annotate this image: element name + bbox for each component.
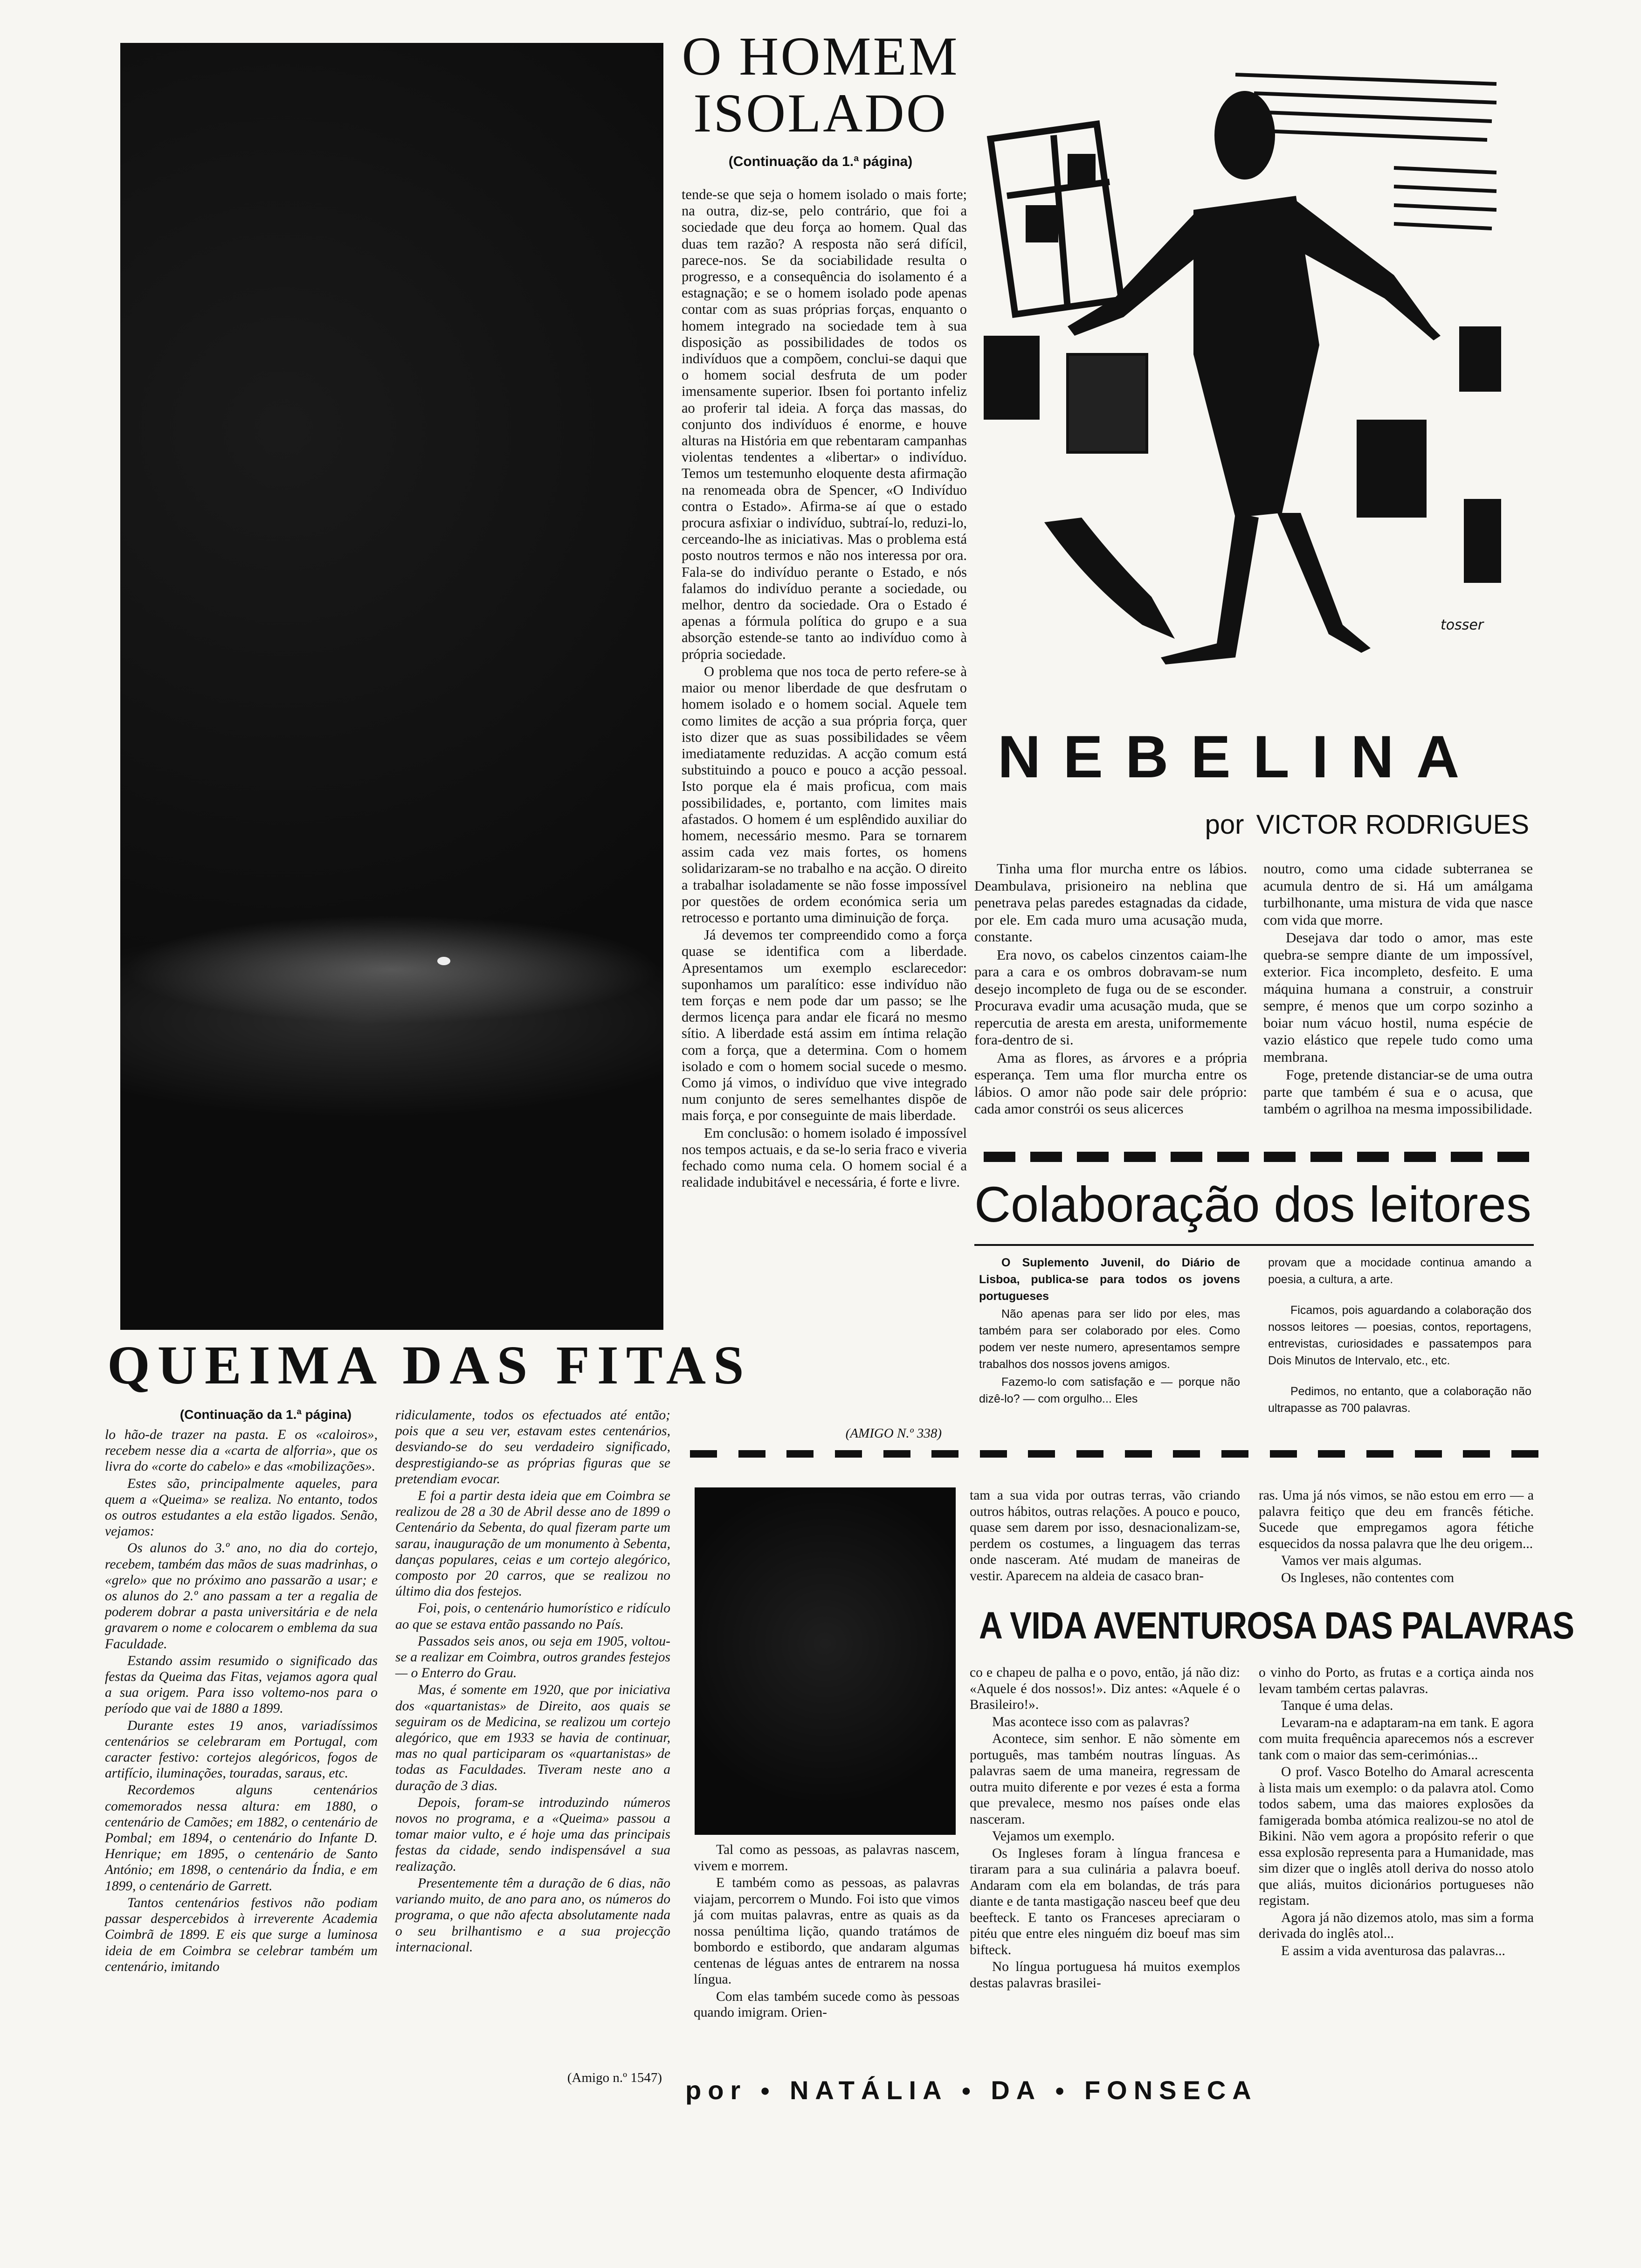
dash-mark	[1404, 1152, 1436, 1162]
nebelina-col2	[1263, 860, 1533, 1118]
queima-credit: (Amigo n.º 1547)	[567, 2070, 662, 2085]
nebelina-title: NEBELINA	[998, 724, 1482, 790]
dash-mark	[1173, 1450, 1200, 1458]
dash-mark	[984, 1152, 1015, 1162]
queima-paragraph: E foi a partir desta ideia que em Coimbra se realizou de 28 a 30 de Abril desse ano de 1899 o Centenário da Sebenta, do qual fizeram parte um sarau, inauguração de um monumento à Sebenta, danças populares, ceias e um cortejo alegórico, composto por 20 carros, que se realizou no último dia dos festejos.	[395, 1488, 670, 1599]
nebelina-illustration	[974, 56, 1534, 699]
dash-mark	[931, 1450, 958, 1458]
dash-mark	[1171, 1152, 1202, 1162]
dash-mark	[1357, 1152, 1389, 1162]
palavras-byline	[685, 2075, 1538, 2105]
dash-mark	[1221, 1450, 1248, 1458]
palavras-paragraph: tam a sua vida por outras terras, vão criando outros hábitos, outras relações. A pouco e pouco, quase sem darem por isso, desnacionalizam-se, perdem os costumes, a linguagem das terras onde nasceram. Até mudam de maneiras de vestir. Aparecem na aldeia de casaco bran-	[970, 1488, 1240, 1583]
nebelina-paragraph: Era novo, os cabelos cinzentos caiam-lhe para a cara e os ombros dobravam-se num desejo incompleto de fuga ou de se esconder. Procurava evadir uma acusação muda, que se repercutia de aresta em aresta, uniformemente fora-dentro de si.	[974, 946, 1247, 1048]
dash-mark	[738, 1450, 765, 1458]
artist-signature: tosser	[1441, 617, 1484, 633]
dash-mark	[1264, 1152, 1296, 1162]
nebelina-col1	[974, 860, 1247, 1118]
homem-title-line2: ISOLADO	[693, 83, 948, 144]
homem-body	[682, 187, 967, 1190]
dash-mark	[1415, 1450, 1442, 1458]
colaboracao-paragraph: Ficamos, pois aguardando a colaboração dos nossos leitores — poesias, contos, reportagens, entrevistas, curiosidades e passatempos para Dois Minutos de Intervalo, etc., etc.	[1268, 1304, 1531, 1367]
palavras-paragraph: co e chapeu de palha e o povo, então, já não diz: «Aquele é dos nossos!». Diz antes: «Aquele é o Brasileiro!».	[970, 1665, 1240, 1712]
queima-paragraph: lo hão-de trazer na pasta. E os «caloiros», recebem nesse dia a «carta de alforria», que os livra do «corte do cabelo» e das «mobilizações».	[105, 1427, 378, 1474]
colaboracao-paragraph: provam que a mocidade continua amando a poesia, a cultura, a arte.	[1268, 1256, 1531, 1286]
dash-mark	[1270, 1450, 1297, 1458]
palavras-paragraph: Acontece, sim senhor. E não sòmente em português, mas também noutras línguas. As palavras saem de uma maneira, regressam de outra muito diferente e por vezes é esta a forma que prevalece, mesmo nos países onde elas nasceram.	[970, 1731, 1240, 1827]
palavras-paragraph: Agora já não dizemos atolo, mas sim a forma derivada do inglês atol...	[1259, 1910, 1534, 1941]
homem-paragraph: tende-se que seja o homem isolado o mais forte; na outra, diz-se, pelo contrário, que foi a sociedade que deu força ao homem. Qual das duas tem razão? A resposta não será difícil, parece-nos. Se da sociabilidade resulta o progresso, e a consequência do isolamento é a estagnação; e se o homem isolado pode apenas contar com as suas próprias forças, enquanto o homem integrado na sociedade tem à sua disposição as possibilidades de todos os indivíduos que a compõem, conclui-se daqui que o homem social desfruta de um poder imensamente superior. Ibsen foi portanto infeliz ao proferir tal ideia. A força das massas, do conjunto dos indivíduos é enorme, e houve alturas na História em que rebentaram campanhas violentas tendentes a «libertar» o indivíduo. Temos um testemunho eloquente desta afirmação na renomeada obra de Spencer, «O Indivíduo contra o Estado». Afirma-se aí que o estado procura asfixiar o indivíduo, subtraí-lo, reduzi-lo, cerceando-lhe as iniciativas. Mas o problema está posto noutros termos e não nos interessa por ora. Fala-se do indivíduo perante o Estado, e nós falamos do indivíduo perante a sociedade, ou melhor, dentro da sociedade. Ora o Estado é apenas a fórmula política do grupo e a sua absorção estende-se tanto ao indivíduo como à própria sociedade.	[682, 187, 967, 662]
dash-mark	[1318, 1450, 1345, 1458]
colaboracao-paragraph: Não apenas para ser lido por eles, mas também para ser colaborado por eles. Como podem ver neste numero, apresentamos sempre trabalhos dos nossos jovens amigos.	[979, 1307, 1240, 1371]
homem-title-line1: O HOMEM	[682, 26, 959, 87]
queima-paragraph: Estes são, principalmente aqueles, para quem a «Queima» se realiza. No entanto, todos os outros estudantes a ela estão ligados. Senão, vejamos:	[105, 1476, 378, 1539]
homem-continuation: (Continuação da 1.ª página)	[728, 154, 913, 169]
dark-block	[1459, 326, 1501, 392]
colaboracao-paragraph: Fazemo-lo com satisfação e — porque não dizê-lo? — com orgulho... Eles	[979, 1376, 1240, 1405]
man-arm-right	[1296, 201, 1441, 340]
dash-mark	[1451, 1152, 1482, 1162]
separator-colaboracao	[690, 1450, 1538, 1458]
queima-col1	[105, 1427, 378, 1975]
colaboracao-col2	[1268, 1254, 1531, 1417]
dark-block	[1357, 420, 1427, 518]
window-pane	[1068, 154, 1096, 187]
palavras-paragraph: Com elas também sucede como às pessoas quando imigram. Orien-	[694, 1989, 959, 2020]
byline-da: DA	[991, 2075, 1042, 2105]
dash-mark	[835, 1450, 862, 1458]
palavras-title: A VIDA AVENTUROSA DAS PALAVRAS	[979, 1604, 1574, 1647]
nebelina-paragraph: noutro, como uma cidade subterranea se acumula dentro de si. Há um amálgama turbilhonante, uma mistura de vida que nasce com vida que morre.	[1263, 860, 1533, 928]
colaboracao-paragraph: O Suplemento Juvenil, do Diário de Lisboa, publica-se para todos os jovens portugueses	[979, 1256, 1240, 1303]
palavras-paragraph: Os Ingleses, não contentes com	[1281, 1570, 1455, 1585]
byline-por: por	[685, 2075, 747, 2105]
palavras-paragraph: Mas acontece isso com as palavras?	[992, 1714, 1190, 1729]
queima-paragraph: Presentemente têm a duração de 6 dias, não variando muito, de ano para ano, os números do programa, o que não afecta absolutamente nada o seu brilhantismo e a sua projecção internacional.	[395, 1875, 670, 1955]
palavras-paragraph: ras. Uma já nós vimos, se não estou em erro — a palavra feitiço que deu em francês fétiche. Sucede que empregamos agora fétiche esquecidos da nossa palavra que lhe deu origem...	[1259, 1488, 1534, 1551]
queima-paragraph: Tantos centenários festivos não podiam passar despercebidos à irreverente Academia Coimbrã de 1899. E eis que surge a luminosa ideia de em Coimbra se celebrar também um centenário, imitando	[105, 1895, 378, 1974]
nebelina-paragraph: Desejava dar todo o amor, mas este quebra-se sempre diante de um impossível, exterior. Fica incompleto, desfeito. E uma máquina humana a construir, a construir sempre, é menos que um corpo sozinho a boiar num vácuo hostil, numa espécie de vazio elástico que repele tudo como uma membrana.	[1263, 929, 1533, 1065]
bullet-icon: ●	[1055, 2080, 1071, 2100]
dash-mark	[1310, 1152, 1342, 1162]
man-arm-left	[1068, 214, 1203, 336]
palavras-col1	[694, 1842, 959, 2021]
queima-paragraph: Recordemos alguns centenários comemorados nessa altura: em 1880, o centenário de Camões; em 1882, o centenário de Pombal; em 1894, o centenário do Infante D. Henrique; em 1895, o centenário de Santo António; em 1898, o centenário da Índia, e em 1899, o centenário de Garrett.	[105, 1783, 378, 1894]
dash-mark	[1077, 1152, 1109, 1162]
queima-paragraph: Estando assim resumido o significado das festas da Queima das Fitas, vejamos agora qual a sua origem. Para isso voltemo-nos para o período que vai de 1880 a 1899.	[105, 1653, 378, 1716]
palavras-paragraph: Tanque é uma delas.	[1281, 1698, 1393, 1713]
queima-paragraph: Durante estes 19 anos, variadíssimos centenários se celebraram em Portugal, com caracter festivo: cortejos alegóricos, fogos de artifício, iluminações, touradas, saraus, etc.	[105, 1718, 378, 1781]
queima-title: QUEIMA DAS FITAS	[107, 1335, 752, 1396]
queima-paragraph: Mas, é somente em 1920, que por iniciativa dos «quartanistas» de Direito, aos quais se seguiram os de Medicina, se realizou um cortejo alegórico, que em 1933 se havia de continuar, mas no qual participaram os «quartanistas» de todas as Faculdades. Tiveram neste ano a duração de 3 dias.	[395, 1682, 670, 1793]
queima-paragraph: ridiculamente, todos os efectuados até então; pois que a seu ver, estavam estes centenários, desviando-se do seu verdadeiro significado, desprestigiando-se as próprias figuras que se pretendiam evocar.	[395, 1408, 670, 1487]
homem-paragraph: Em conclusão: o homem isolado é impossível nos tempos actuais, e da se-lo seria fraco e viveria fechado como numa cela. O homem social é a realidade indubitável e necessária, é forte e livre.	[682, 1125, 967, 1190]
colaboracao-paragraph: Pedimos, no entanto, que a colaboração não ultrapasse as 700 palavras.	[1268, 1385, 1531, 1415]
man-leg-right	[1277, 513, 1371, 653]
palavras-paragraph: o vinho do Porto, as frutas e a cortiça ainda nos levam também certas palavras.	[1259, 1665, 1534, 1696]
nebelina-paragraph: Ama as flores, as árvores e a própria esperança. Tem uma flor murcha entre os lábios. O amor não pode sair dele próprio: cada amor constrói os seus alicerces	[974, 1049, 1247, 1117]
dash-mark	[1030, 1152, 1062, 1162]
dash-mark	[1511, 1450, 1538, 1458]
nebelina-byline-por: por	[1205, 809, 1244, 840]
palavras-paragraph: Os Ingleses foram à língua francesa e tiraram para a sua culinária a palavra boeuf. Andaram com ela em bolandas, de trás para diante e de tanta mastigação nasceu beef que deu beefteck. E tanto os Franceses apreciaram o pitéu que entre eles ninguém diz boeuf mas sim bifteck.	[970, 1846, 1240, 1957]
dash-mark	[883, 1450, 910, 1458]
palavras-col2-bottom	[970, 1665, 1240, 1991]
man-shadow	[1044, 518, 1175, 639]
palavras-col3-bottom	[1259, 1665, 1534, 1959]
dash-mark	[1497, 1152, 1529, 1162]
palavras-paragraph: E assim a vida aventurosa das palavras...	[1281, 1943, 1505, 1958]
separator-nebelina	[984, 1152, 1529, 1162]
queima-paragraph: Foi, pois, o centenário humorístico e ridículo ao que se estava então passando no País.	[395, 1601, 670, 1632]
bullet-icon: ●	[961, 2080, 978, 2100]
queima-paragraph: Depois, foram-se introduzindo números novos no programa, e a «Queima» passou a tomar maior vulto, e é hoje uma das principais festas da cidade, sendo indispensável a sua realização.	[395, 1795, 670, 1874]
dash-mark	[1217, 1152, 1249, 1162]
dark-block	[1464, 499, 1501, 583]
palavras-paragraph: E também como as pessoas, as palavras viajam, percorrem o Mundo. Foi isto que vimos já com muitas palavras, entre as quais as da nossa penúltima lição, quando tratámos de bombordo e estibordo, que andaram algumas centenas de léguas antes de entrarem na nossa língua.	[694, 1875, 959, 1987]
dark-block	[1068, 354, 1147, 452]
bullet-icon: ●	[760, 2080, 777, 2100]
byline-surname: FONSECA	[1084, 2075, 1258, 2105]
dash-mark	[786, 1450, 814, 1458]
dash-mark	[1028, 1450, 1055, 1458]
window-pane	[1026, 205, 1058, 242]
palavras-paragraph: Levaram-na e adaptaram-na em tank. E agora com muita frequência aparecemos nós a escrever tank com o maior das sem-cerimónias...	[1259, 1715, 1534, 1763]
man-head	[1214, 91, 1275, 180]
queima-paragraph: Os alunos do 3.º ano, no dia do cortejo, recebem, também das mãos de suas madrinhas, o «grelo» que no próximo ano passarão a usar; e os alunos do 2.º ano passam a ter a regalia de poderem dobrar a pasta universitária e de nela gravarem o nome e colocarem o emblema da sua Faculdade.	[105, 1541, 378, 1652]
photo-light-spot	[437, 957, 450, 965]
palavras-paragraph: No língua portuguesa há muitos exemplos destas palavras brasilei-	[970, 1959, 1240, 1991]
colaboracao-col1	[979, 1254, 1240, 1407]
dash-mark	[1076, 1450, 1103, 1458]
nebelina-author: VICTOR RODRIGUES	[1256, 809, 1529, 840]
queima-continuation: (Continuação da 1.ª página)	[179, 1407, 352, 1422]
nebelina-paragraph: Tinha uma flor murcha entre os lábios. Deambulava, prisioneiro na neblina que penetrava pelas paredes estagnadas da cidade, por ele. Em cada muro uma acusação muda, constante.	[974, 860, 1247, 945]
queima-col2	[395, 1407, 670, 1955]
palavras-col3-top	[1259, 1487, 1534, 1586]
man-leg-left	[1161, 513, 1259, 664]
colaboracao-title: Colaboração dos leitores	[974, 1176, 1531, 1232]
dash-mark	[1125, 1450, 1152, 1458]
homem-title	[671, 28, 970, 142]
dark-block	[984, 336, 1040, 420]
homem-credit: (AMIGO N.º 338)	[845, 1426, 942, 1441]
homem-paragraph: O problema que nos toca de perto refere-se à maior ou menor liberdade de que desfrutam o homem isolado e o homem social. Aquele tem como limites de acção a sua própria força, quer isto dizer que as suas possibilidades se vêem imediatamente reduzidas. A acção comum está substituindo a pouco e pouco a acção pessoal. Isto porque ela é mais proficua, com mais possibilidades, e, portanto, com limites mais afastados. O homem é um esplêndido auxiliar do homem, necessário mesmo. Para se tornarem assim cada vez mais fortes, os homens solidarizaram-se no trabalho e na acção. O direito a trabalhar isoladamente se não fosse impossível por questões de ordem económica seria um retrocesso e portanto uma diminuição de força.	[682, 663, 967, 926]
palavras-paragraph: Vamos ver mais algumas.	[1281, 1553, 1422, 1568]
byline-first-name: NATÁLIA	[789, 2075, 948, 2105]
night-photo	[120, 43, 663, 1330]
nebelina-byline	[1193, 809, 1529, 840]
queima-paragraph: Passados seis anos, ou seja em 1905, voltou-se a realizar em Coimbra, outros grandes festejos — o Enterro do Grau.	[395, 1633, 670, 1681]
homem-paragraph: Já devemos ter compreendido como a força quase se identifica com a liberdade. Apresentamos um exemplo esclarecedor: suponhamos um paralítico: esse indivíduo não tem forças e nem pode dar um passo; se lhe dermos licença para andar ele ficará no mesmo sítio. A liberdade está assim em íntima relação com a força, que a determina. Com o homem isolado e com o homem social sucede o mesmo. Como já vimos, o indivíduo que vive integrado num conjunto de seres semelhantes dispõe de mais força, e por conseguinte de mais liberdade.	[682, 927, 967, 1124]
dash-mark	[1366, 1450, 1393, 1458]
colaboracao-rule	[974, 1244, 1534, 1246]
dash-mark	[1124, 1152, 1156, 1162]
dash-mark	[980, 1450, 1007, 1458]
dash-mark	[690, 1450, 717, 1458]
palavras-paragraph: Tal como as pessoas, as palavras nascem, vivem e morrem.	[694, 1842, 959, 1874]
palavras-photo	[695, 1487, 956, 1835]
palavras-paragraph: O prof. Vasco Botelho do Amaral acrescenta à lista mais um exemplo: o da palavra atol. Como todos sabem, uma das maiores explosões da famigerada bomba atómica realizou-se no atol de Bikini. Não vem agora a propósito referir o que essa explosão representa para a Humanidade, mas sim dizer que o inglês atoll deriva do nosso atolo que aliás, muitos dicionários portugueses não registam.	[1259, 1764, 1534, 1908]
dash-mark	[1463, 1450, 1490, 1458]
palavras-paragraph: Vejamos um exemplo.	[992, 1829, 1115, 1844]
palavras-col2-top	[970, 1487, 1240, 1584]
nebelina-paragraph: Foge, pretende distanciar-se de uma outra parte que também é sua e o acusa, que também o agrilhoa na mesma impossibilidade.	[1263, 1066, 1533, 1117]
